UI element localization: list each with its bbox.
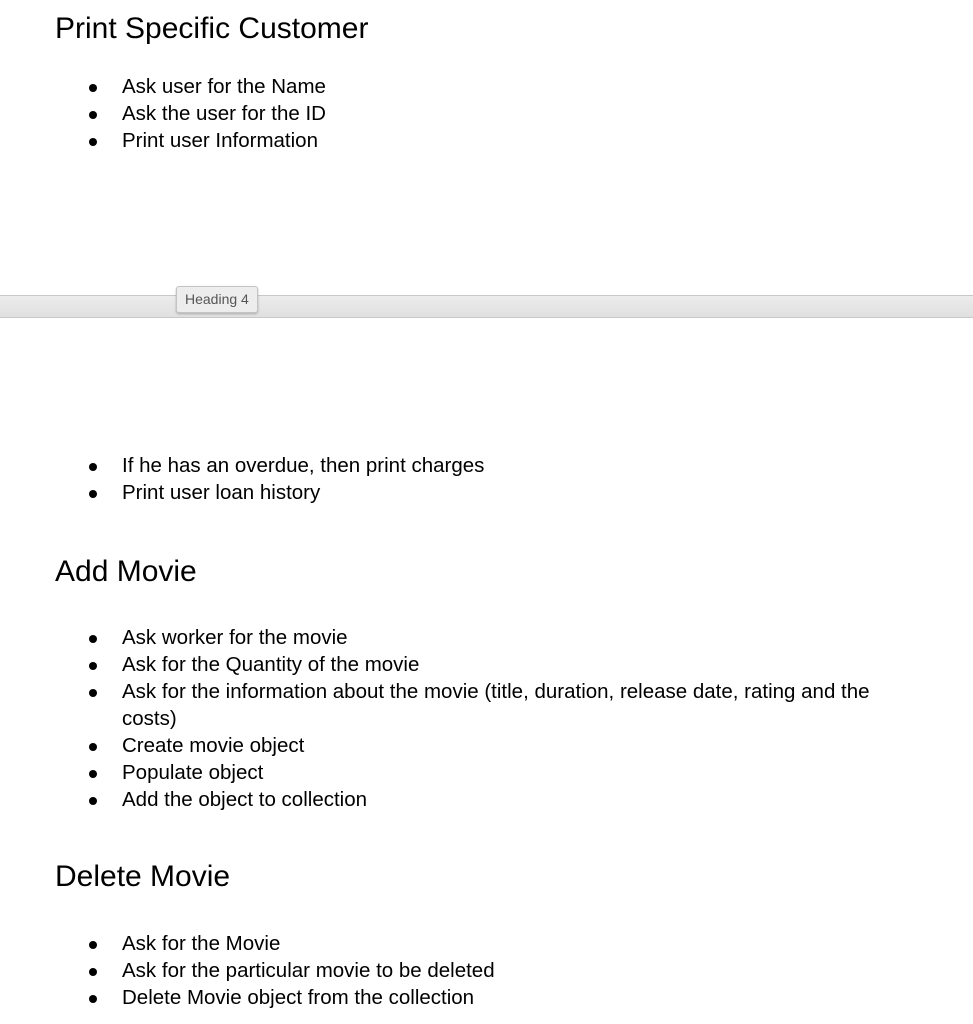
print-customer-list-continued bbox=[0, 452, 973, 506]
list-item: Create movie object bbox=[0, 732, 973, 759]
heading-delete-movie: Delete Movie bbox=[55, 860, 231, 893]
list-item: Ask for the Quantity of the movie bbox=[0, 651, 973, 678]
list-item: Ask for the particular movie to be deleted bbox=[0, 957, 973, 984]
add-movie-list bbox=[0, 624, 973, 813]
list-item: Print user Information bbox=[0, 127, 973, 154]
list-item: Print user loan history bbox=[0, 479, 973, 506]
list-item: Ask for the Movie bbox=[0, 930, 973, 957]
delete-movie-list bbox=[0, 930, 973, 1011]
page-break bbox=[0, 295, 973, 318]
list-item: Ask user for the Name bbox=[0, 73, 973, 100]
print-customer-list bbox=[0, 73, 973, 154]
heading-print-specific-customer: Print Specific Customer bbox=[55, 12, 369, 45]
list-item: Delete Movie object from the collection bbox=[0, 984, 973, 1011]
paragraph-style-tag[interactable]: Heading 4 bbox=[176, 286, 258, 313]
list-item: Ask the user for the ID bbox=[0, 100, 973, 127]
list-item: If he has an overdue, then print charges bbox=[0, 452, 973, 479]
list-item: Populate object bbox=[0, 759, 973, 786]
list-item: Ask worker for the movie bbox=[0, 624, 973, 651]
heading-add-movie: Add Movie bbox=[55, 555, 197, 588]
list-item: Ask for the information about the movie (title, duration, release date, rating and the costs) bbox=[0, 678, 973, 732]
list-item: Add the object to collection bbox=[0, 786, 973, 813]
